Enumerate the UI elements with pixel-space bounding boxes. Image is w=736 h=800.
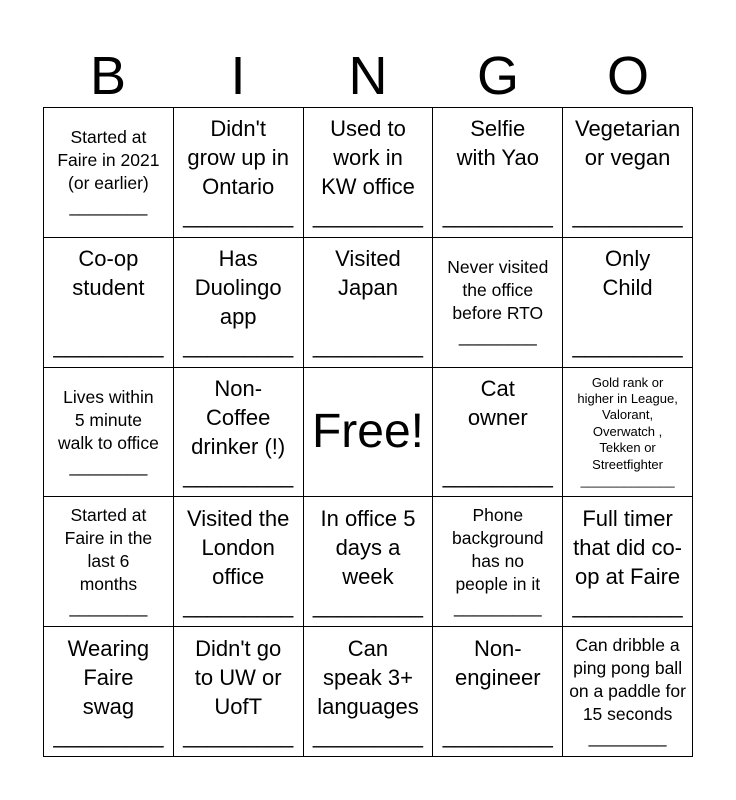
bingo-cell-text: Visited the London office _________ — [183, 505, 294, 618]
bingo-cell[interactable] — [433, 108, 563, 238]
bingo-cell[interactable] — [44, 497, 174, 627]
bingo-cell[interactable] — [433, 627, 563, 757]
bingo-cell[interactable] — [44, 238, 174, 368]
bingo-cell-text: Selfie with Yao _________ — [442, 116, 553, 229]
header-letter-b: B — [89, 46, 127, 106]
bingo-cell-text: Can dribble a ping pong ball on a paddle for 15 seconds ________ — [569, 634, 686, 748]
bingo-cell[interactable] — [304, 497, 434, 627]
bingo-cell-text: Only Child _________ — [572, 246, 683, 359]
bingo-cell-text: Used to work in KW office _________ — [312, 116, 424, 229]
bingo-cell-text: Non- engineer _________ — [442, 635, 553, 748]
bingo-cell[interactable] — [433, 238, 563, 368]
bingo-cell-text: Wearing Faire swag _________ — [53, 635, 164, 748]
bingo-cell-text: Didn't grow up in Ontario _________ — [183, 116, 294, 229]
bingo-cell[interactable] — [304, 108, 434, 238]
bingo-cell[interactable] — [563, 108, 693, 238]
bingo-cell-text: In office 5 days a week _________ — [312, 505, 424, 618]
bingo-cell[interactable] — [174, 368, 304, 498]
bingo-cell-text: Cat owner _________ — [442, 375, 553, 489]
bingo-cell[interactable] — [304, 238, 434, 368]
bingo-cell[interactable] — [563, 497, 693, 627]
bingo-cell-text: Full timer that did co- op at Faire _________ — [572, 505, 683, 618]
bingo-cell-text: Can speak 3+ languages _________ — [312, 635, 424, 748]
free-space-text: Free! — [311, 404, 424, 458]
header-letter-g: G — [476, 46, 519, 106]
bingo-cell[interactable] — [563, 368, 693, 498]
bingo-cell[interactable] — [174, 627, 304, 757]
bingo-cell-text: Didn't go to UW or UofT _________ — [183, 635, 294, 748]
bingo-cell-text: Visited Japan _________ — [312, 246, 424, 359]
bingo-cell-text: Started at Faire in the last 6 months ________ — [64, 505, 153, 618]
bingo-cell[interactable] — [433, 497, 563, 627]
bingo-cell-text: Non- Coffee drinker (!) _________ — [183, 375, 294, 489]
bingo-header — [43, 44, 693, 108]
bingo-cell[interactable] — [433, 368, 563, 498]
bingo-cell[interactable] — [174, 497, 304, 627]
bingo-cell[interactable] — [563, 627, 693, 757]
header-letter-o: O — [606, 46, 649, 106]
bingo-cell[interactable] — [174, 238, 304, 368]
bingo-cell-text: Never visited the office before RTO ________ — [447, 257, 549, 347]
free-space-cell[interactable] — [304, 368, 434, 498]
bingo-cell[interactable] — [44, 108, 174, 238]
bingo-cell-text: Has Duolingo app _________ — [183, 246, 294, 359]
bingo-board — [43, 107, 693, 757]
bingo-cell[interactable] — [304, 627, 434, 757]
bingo-cell[interactable] — [174, 108, 304, 238]
bingo-cell[interactable] — [44, 627, 174, 757]
header-letter-n: N — [348, 46, 388, 106]
bingo-cell[interactable] — [563, 238, 693, 368]
bingo-cell-text: Vegetarian or vegan _________ — [572, 116, 683, 229]
bingo-cell-text: Started at Faire in 2021 (or earlier) ________ — [57, 127, 160, 217]
bingo-cell[interactable] — [44, 368, 174, 498]
header-letter-i: I — [230, 46, 246, 106]
bingo-cell-text: Co-op student _________ — [53, 246, 164, 359]
bingo-cell-text: Lives within 5 minute walk to office ________ — [57, 386, 159, 477]
bingo-cell-text: Phone background has no people in it _________ — [452, 505, 544, 618]
bingo-cell-text: Gold rank or higher in League, Valorant, Overwatch , Tekken or Streetfighter _____________ — [577, 374, 678, 488]
